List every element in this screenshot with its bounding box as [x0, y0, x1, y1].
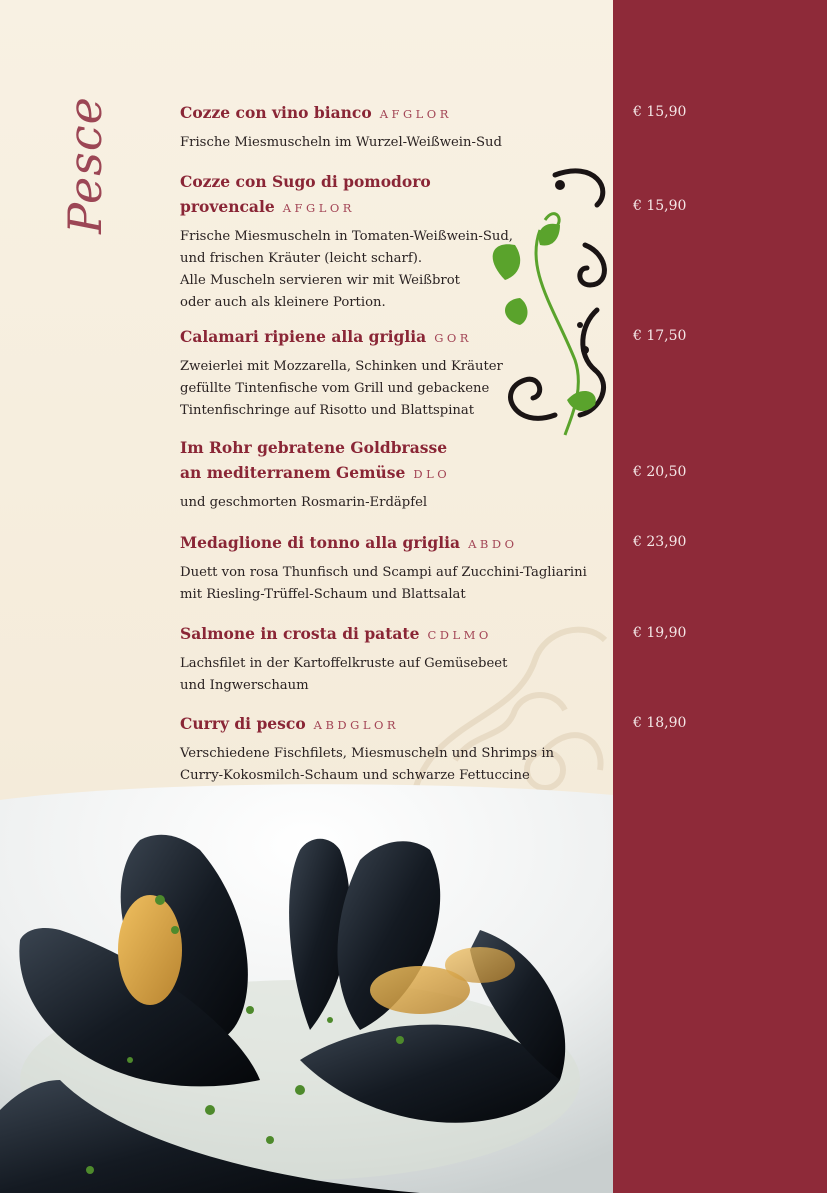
price: € 15,90: [633, 104, 687, 120]
menu-item: [180, 100, 610, 154]
price-sidebar: [613, 0, 827, 1193]
menu-item: [180, 530, 610, 606]
dish-description: Verschiedene Fischfilets, Miesmuscheln und Shrimps in Curry-Kokosmilch-Schaum und schwarze Fettuccine: [180, 746, 555, 783]
dish-name: Calamari ripiene alla griglia GOR: [180, 327, 472, 346]
allergen-codes: ABDO: [468, 537, 518, 551]
section-title: Pesce: [58, 96, 112, 234]
dish-name: Im Rohr gebratene Goldbrasse an mediterranem Gemüse DLO: [180, 438, 451, 482]
dish-name: Medaglione di tonno alla griglia ABDO: [180, 533, 518, 552]
allergen-codes: AFGLOR: [282, 201, 355, 215]
dish-description: Lachsfilet in der Kartoffelkruste auf Gemüsebeet und Ingwerschaum: [180, 656, 508, 693]
menu-item: [180, 169, 610, 314]
dish-description: Duett von rosa Thunfisch und Scampi auf Zucchini-Tagliarini mit Riesling-Trüffel-Schaum und Blattsalat: [180, 565, 587, 602]
allergen-codes: CDLMO: [427, 628, 492, 642]
price: € 15,90: [633, 198, 687, 214]
dish-description: Frische Miesmuscheln in Tomaten-Weißwein-Sud, und frischen Kräuter (leicht scharf). Alle Muscheln servieren wir mit Weißbrot oder auch als kleinere Portion.: [180, 229, 514, 310]
menu-item: [180, 435, 610, 514]
dish-name: Cozze con Sugo di pomodoro provencale AFGLOR: [180, 172, 431, 216]
dish-name: Salmone in crosta di patate CDLMO: [180, 624, 492, 643]
allergen-codes: ABDGLOR: [313, 718, 400, 732]
mussels-photo: [0, 780, 613, 1193]
dish-description: und geschmorten Rosmarin-Erdäpfel: [180, 495, 428, 510]
price: € 19,90: [633, 625, 687, 641]
menu-item: [180, 621, 610, 697]
menu-item: [180, 711, 610, 787]
price: € 20,50: [633, 464, 687, 480]
allergen-codes: GOR: [434, 331, 472, 345]
dish-name: Cozze con vino bianco AFGLOR: [180, 103, 452, 122]
menu-item: [180, 324, 610, 422]
price: € 17,50: [633, 328, 687, 344]
price: € 23,90: [633, 534, 687, 550]
dish-description: Frische Miesmuscheln im Wurzel-Weißwein-Sud: [180, 135, 502, 150]
allergen-codes: AFGLOR: [379, 107, 452, 121]
price: € 18,90: [633, 715, 687, 731]
dish-description: Zweierlei mit Mozzarella, Schinken und Kräuter gefüllte Tintenfische vom Grill und gebackene Tintenfischringe auf Risotto und Blattspinat: [180, 359, 503, 418]
dish-name: Curry di pesco ABDGLOR: [180, 714, 400, 733]
allergen-codes: DLO: [413, 467, 451, 481]
